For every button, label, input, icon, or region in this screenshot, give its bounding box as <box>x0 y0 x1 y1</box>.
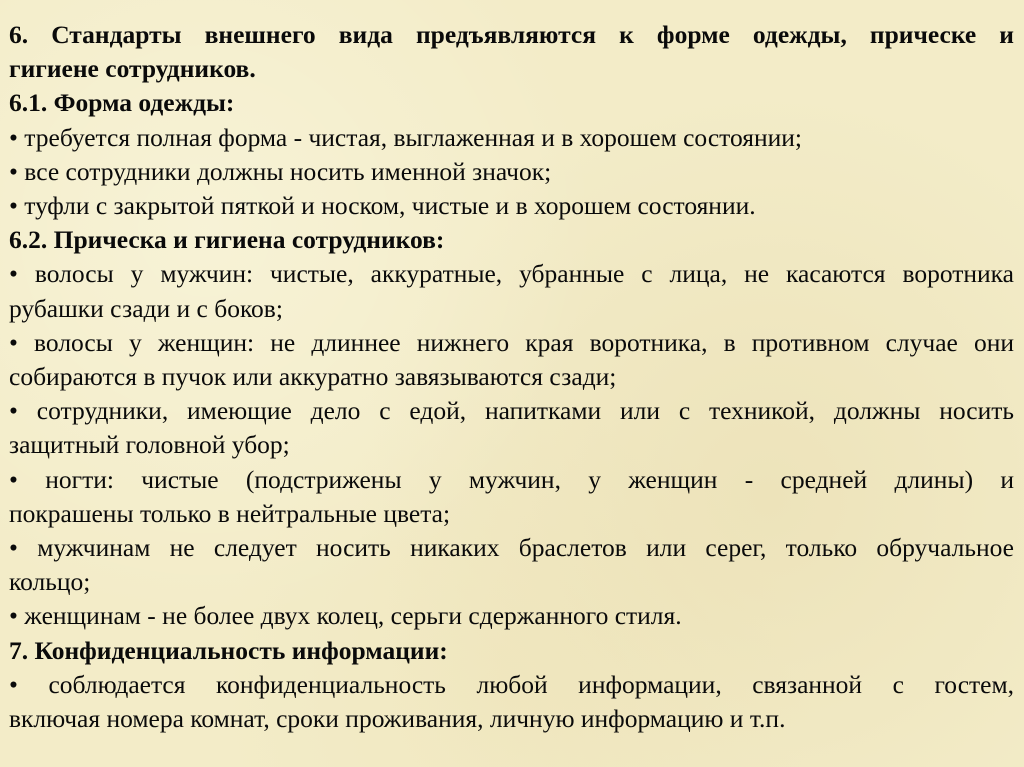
section-6-heading-line-1: 6. Стандарты внешнего вида предъявляются к форме одежды, прическе и <box>9 20 1014 49</box>
nails-bullet-line-2: покрашены только в нейтральные цвета; <box>9 498 451 528</box>
men-jewelry-bullet-line-1: • мужчинам не следует носить никаких браслетов или серег, только обручальное <box>9 533 1014 563</box>
confidentiality-bullet-line-2: включая номера комнат, сроки проживания, личную информацию и т.п. <box>9 704 786 734</box>
headwear-bullet-line-2: защитный головной убор; <box>9 430 290 460</box>
section-6-2-heading: 6.2. Прическа и гигиена сотрудников: <box>9 225 445 255</box>
hair-women-bullet-line-1: • волосы у женщин: не длиннее нижнего края воротника, в противном случае они <box>9 327 1014 357</box>
hair-women-bullet-line-2: собираются в пучок или аккуратно завязываются сзади; <box>9 362 617 392</box>
headwear-bullet-line-1: • сотрудники, имеющие дело с едой, напитками или с техникой, должны носить <box>9 396 1014 426</box>
hair-men-bullet-line-1: • волосы у мужчин: чистые, аккуратные, убранные с лица, не касаются воротника <box>9 259 1014 289</box>
section-6-1-heading: 6.1. Форма одежды: <box>9 88 235 118</box>
hair-men-bullet-line-2: рубашки сзади и с боков; <box>9 293 283 323</box>
nails-bullet-line-1: • ногти: чистые (подстрижены у мужчин, у женщин - средней длины) и <box>9 464 1014 494</box>
section-6-heading-line-2: гигиене сотрудников. <box>9 54 256 84</box>
uniform-bullet-shoes: • туфли с закрытой пяткой и носком, чистые и в хорошем состоянии. <box>9 191 756 221</box>
uniform-bullet-full-form: • требуется полная форма - чистая, выглаженная и в хорошем состоянии; <box>9 122 802 152</box>
section-7-heading: 7. Конфиденциальность информации: <box>9 635 448 665</box>
men-jewelry-bullet-line-2: кольцо; <box>9 567 91 597</box>
uniform-bullet-name-badge: • все сотрудники должны носить именной значок; <box>9 156 552 186</box>
women-jewelry-bullet: • женщинам - не более двух колец, серьги сдержанного стиля. <box>9 601 682 631</box>
confidentiality-bullet-line-1: • соблюдается конфиденциальность любой информации, связанной с гостем, <box>9 669 1014 699</box>
